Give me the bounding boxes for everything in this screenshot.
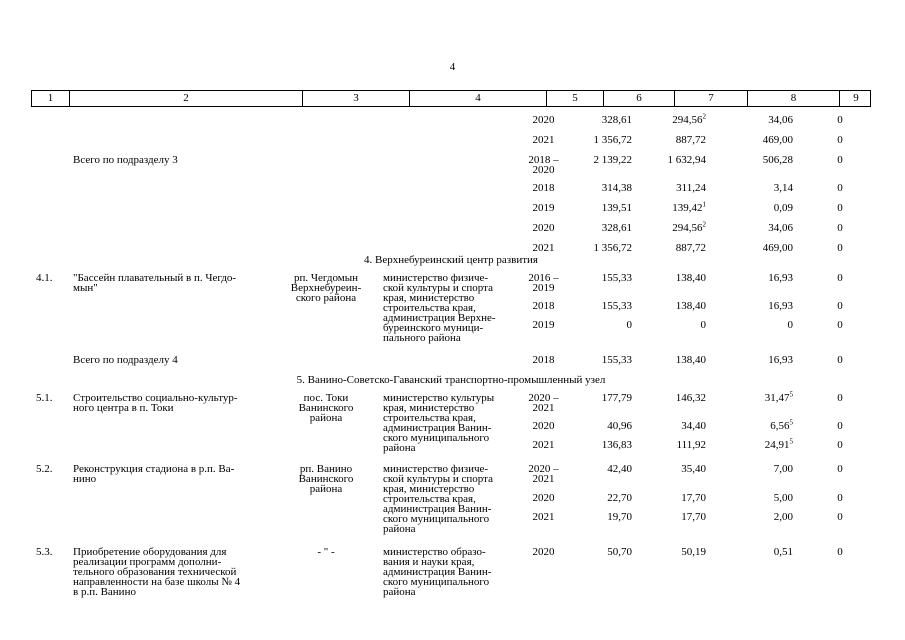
other-cell (825, 421, 855, 432)
header-col-1: 1 (32, 91, 70, 106)
regional-cell (768, 273, 793, 284)
regional-cell-value: 0,09 (773, 202, 793, 214)
other-cell (825, 155, 855, 166)
federal-cell-value: 294,56 (672, 114, 703, 126)
regional-cell-value: 7,00 (773, 463, 793, 475)
regional-cell-value: 16,93 (768, 354, 793, 366)
year-cell: 2018 (532, 300, 555, 312)
year-cell: 2020 (532, 114, 555, 126)
federal-cell-value: 138,40 (675, 300, 706, 312)
federal-cell (681, 547, 706, 558)
federal-cell-value: 294,56 (672, 222, 703, 234)
federal-cell-value: 35,40 (681, 463, 706, 475)
federal-cell (681, 493, 706, 504)
year-cell: 2020 – 2021 (528, 463, 559, 485)
total-cell-value: 155,33 (601, 272, 632, 284)
total-cell (602, 440, 632, 451)
federal-cell-value: 138,40 (675, 354, 706, 366)
item-name: Реконструкция стадиона в р.п. Ва- нино (73, 463, 235, 485)
section-title: 5. Ванино-Советско-Гаванский транспортно-промышленный узел (296, 374, 606, 386)
total-cell-value: 2 139,22 (593, 154, 632, 166)
other-cell-value: 0 (837, 354, 843, 366)
total-cell (607, 547, 632, 558)
regional-cell-value: 3,14 (773, 182, 793, 194)
other-cell-value: 0 (837, 272, 843, 284)
year-cell: 2019 (532, 319, 555, 331)
other-cell-value: 0 (837, 202, 843, 214)
total-cell (602, 203, 632, 214)
year-cell: 2020 (532, 546, 555, 558)
other-cell-value: 0 (837, 182, 843, 194)
total-cell-value: 1 356,72 (593, 134, 632, 146)
total-cell-value: 1 356,72 (593, 242, 632, 254)
regional-cell (764, 390, 793, 404)
regional-cell-value: 506,28 (762, 154, 793, 166)
federal-cell (668, 155, 707, 166)
other-cell (825, 301, 855, 312)
federal-cell-value: 17,70 (681, 492, 706, 504)
year-cell: 2021 (532, 242, 555, 254)
federal-cell-value: 311,24 (676, 182, 706, 194)
federal-cell (681, 512, 706, 523)
regional-cell-value: 0 (787, 319, 793, 331)
regional-cell-value: 2,00 (773, 511, 793, 523)
total-cell-value: 314,38 (601, 182, 632, 194)
federal-cell (672, 112, 706, 126)
federal-cell (681, 464, 706, 475)
regional-cell-value: 24,91 (764, 439, 790, 451)
item-number: 5.2. (36, 463, 53, 475)
other-cell-value: 0 (837, 242, 843, 254)
other-cell (825, 223, 855, 234)
regional-cell (768, 115, 793, 126)
other-cell (825, 183, 855, 194)
year-cell: 2020 (532, 222, 555, 234)
other-cell-value: 0 (837, 463, 843, 475)
total-cell-value: 155,33 (601, 300, 632, 312)
item-place: пос. Токи Ванинского района (298, 392, 354, 424)
item-number: 5.3. (36, 546, 53, 558)
federal-cell (676, 135, 706, 146)
federal-cell (676, 243, 706, 254)
federal-cell (676, 355, 706, 366)
other-cell-value: 0 (837, 439, 843, 451)
year-cell: 2020 (532, 492, 555, 504)
federal-cell-value: 17,70 (681, 511, 706, 523)
total-cell (594, 243, 633, 254)
federal-cell (701, 320, 707, 331)
total-cell (594, 155, 633, 166)
item-executor: министерство физиче- ской культуры и спорта края, министерство строительства края, администрация Ванин- ского муниципального района (383, 463, 493, 535)
total-cell-value: 136,83 (601, 439, 632, 451)
header-col-3: 3 (303, 91, 410, 106)
regional-cell (774, 464, 793, 475)
other-cell (825, 320, 855, 331)
total-cell-value: 22,70 (607, 492, 632, 504)
header-col-5: 5 (547, 91, 604, 106)
regional-cell (770, 418, 793, 432)
other-cell-value: 0 (837, 114, 843, 126)
footnote-marker: 5 (789, 418, 793, 427)
header-col-4: 4 (410, 91, 547, 106)
other-cell (825, 203, 855, 214)
federal-cell (677, 440, 706, 451)
federal-cell-value: 887,72 (675, 134, 706, 146)
total-cell-value: 139,51 (601, 202, 632, 214)
year-cell: 2021 (532, 439, 555, 451)
federal-cell (672, 220, 706, 234)
total-cell (627, 320, 633, 331)
regional-cell (763, 155, 793, 166)
item-executor: министерство физиче- ской культуры и спорта края, министерство строительства края, администрация Верхне- буреинского муници- пального района (383, 272, 496, 344)
total-cell-value: 50,70 (607, 546, 632, 558)
regional-cell (774, 493, 793, 504)
other-cell-value: 0 (837, 222, 843, 234)
other-cell-value: 0 (837, 511, 843, 523)
regional-cell (788, 320, 794, 331)
federal-cell (676, 183, 706, 194)
year-cell: 2016 – 2019 (528, 272, 559, 294)
footnote-marker: 5 (789, 437, 793, 446)
regional-cell-value: 469,00 (762, 242, 793, 254)
regional-cell-value: 34,06 (768, 222, 793, 234)
item-name: Приобретение оборудования для реализации программ дополни- тельного образования технической направленности на базе школы № 4 в р.п. Ванино (73, 546, 241, 598)
federal-cell-value: 50,19 (681, 546, 706, 558)
other-cell (825, 355, 855, 366)
page-number: 4 (449, 61, 456, 73)
federal-cell-value: 111,92 (676, 439, 706, 451)
federal-cell (676, 273, 706, 284)
item-name: "Бассейн плавательный в п. Чегдо- мын" (73, 272, 237, 294)
other-cell-value: 0 (837, 154, 843, 166)
federal-cell-value: 34,40 (681, 420, 706, 432)
regional-cell (768, 301, 793, 312)
header-col-2: 2 (70, 91, 303, 106)
header-col-9: 9 (853, 92, 859, 104)
other-cell (825, 243, 855, 254)
total-cell (602, 115, 632, 126)
total-cell-value: 0 (626, 319, 632, 331)
regional-cell-value: 6,56 (770, 420, 790, 432)
federal-cell (676, 301, 706, 312)
year-cell: 2018 (532, 182, 555, 194)
other-cell (825, 493, 855, 504)
regional-cell-value: 16,93 (768, 300, 793, 312)
total-cell (607, 512, 632, 523)
total-cell (602, 273, 632, 284)
other-cell (825, 464, 855, 475)
other-cell-value: 0 (837, 134, 843, 146)
total-cell (607, 421, 632, 432)
year-cell: 2021 (532, 134, 555, 146)
year-cell: 2018 (532, 354, 555, 366)
item-place: рп. Чегдомын Верхнебуреин- ского района (290, 272, 362, 304)
other-cell-value: 0 (837, 319, 843, 331)
total-cell (607, 493, 632, 504)
total-cell (607, 464, 632, 475)
total-cell-value: 19,70 (607, 511, 632, 523)
other-cell-value: 0 (837, 420, 843, 432)
total-cell (602, 183, 632, 194)
regional-cell (774, 547, 793, 558)
other-cell-value: 0 (837, 392, 843, 404)
total-cell-value: 328,61 (601, 222, 632, 234)
other-cell (825, 115, 855, 126)
other-cell-value: 0 (837, 300, 843, 312)
other-cell (825, 273, 855, 284)
total-cell-value: 42,40 (607, 463, 632, 475)
federal-cell-value: 0 (700, 319, 706, 331)
table-body (0, 110, 905, 640)
total-cell (594, 135, 633, 146)
footnote-marker: 2 (702, 220, 706, 229)
year-cell: 2021 (532, 511, 555, 523)
table-header-row (31, 90, 871, 107)
regional-cell-value: 34,06 (768, 114, 793, 126)
total-cell (602, 355, 632, 366)
item-number: 5.1. (36, 392, 53, 404)
federal-cell-value: 887,72 (675, 242, 706, 254)
header-col-8: 8 (748, 91, 840, 106)
federal-cell-value: 146,32 (675, 392, 706, 404)
subtotal-label: Всего по подразделу 4 (73, 354, 178, 366)
item-executor: министерство культуры края, министерство строительства края, администрация Ванин- ского муниципального района (383, 392, 495, 454)
regional-cell (764, 437, 793, 451)
other-cell (825, 547, 855, 558)
federal-cell (676, 393, 706, 404)
total-cell (602, 301, 632, 312)
footnote-marker: 1 (702, 200, 706, 209)
year-cell: 2018 – 2020 (528, 154, 559, 176)
year-cell: 2020 – 2021 (528, 392, 559, 414)
total-cell (602, 223, 632, 234)
item-place: рп. Ванино Ванинского района (298, 463, 354, 495)
regional-cell (768, 355, 793, 366)
federal-cell-value: 1 632,94 (667, 154, 706, 166)
regional-cell (774, 512, 793, 523)
total-cell-value: 177,79 (601, 392, 632, 404)
regional-cell-value: 0,51 (773, 546, 793, 558)
section-title: 4. Верхнебуреинский центр развития (364, 254, 538, 266)
regional-cell-value: 16,93 (768, 272, 793, 284)
federal-cell-value: 139,42 (672, 202, 703, 214)
regional-cell (774, 203, 793, 214)
year-cell: 2020 (532, 420, 555, 432)
total-cell-value: 328,61 (601, 114, 632, 126)
item-executor: министерство образо- вания и науки края, администрация Ванин- ского муниципального района (383, 546, 492, 598)
federal-cell-value: 138,40 (675, 272, 706, 284)
item-place: - " - (317, 546, 335, 558)
regional-cell (774, 183, 793, 194)
item-number: 4.1. (36, 272, 53, 284)
other-cell-value: 0 (837, 546, 843, 558)
footnote-marker: 5 (789, 390, 793, 399)
other-cell (825, 135, 855, 146)
total-cell-value: 155,33 (601, 354, 632, 366)
regional-cell-value: 5,00 (773, 492, 793, 504)
total-cell (602, 393, 632, 404)
footnote-marker: 2 (702, 112, 706, 121)
federal-cell (681, 421, 706, 432)
regional-cell-value: 469,00 (762, 134, 793, 146)
other-cell (825, 440, 855, 451)
federal-cell (672, 200, 706, 214)
regional-cell-value: 31,47 (764, 392, 790, 404)
other-cell (825, 393, 855, 404)
total-cell-value: 40,96 (607, 420, 632, 432)
regional-cell (763, 243, 793, 254)
item-name: Строительство социально-культур- ного центра в п. Токи (73, 392, 238, 414)
other-cell-value: 0 (837, 492, 843, 504)
regional-cell (768, 223, 793, 234)
regional-cell (763, 135, 793, 146)
header-col-6: 6 (604, 91, 675, 106)
other-cell (825, 512, 855, 523)
header-col-7: 7 (675, 91, 748, 106)
year-cell: 2019 (532, 202, 555, 214)
subtotal-label: Всего по подразделу 3 (73, 154, 178, 166)
